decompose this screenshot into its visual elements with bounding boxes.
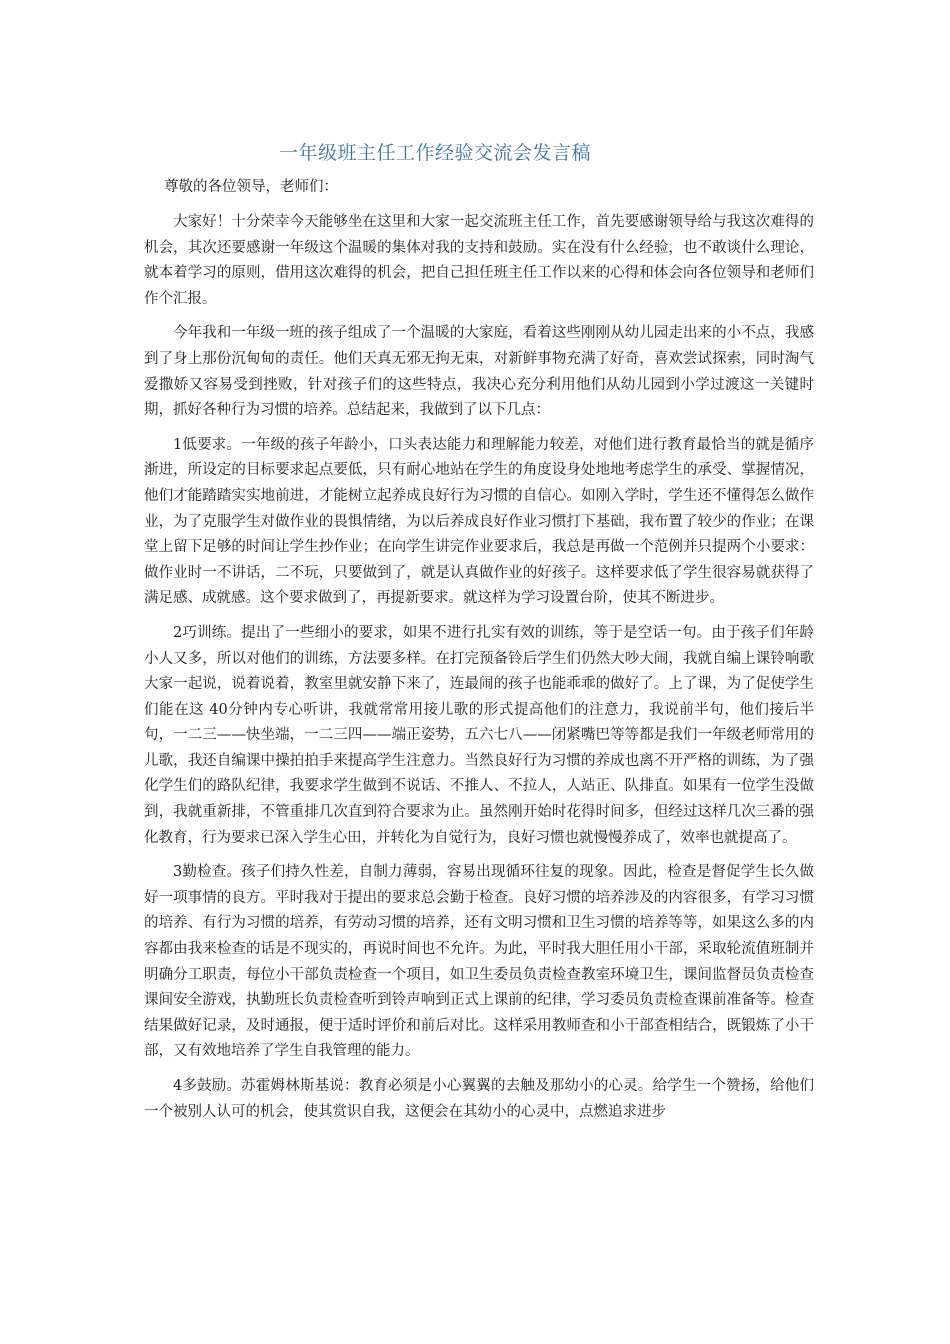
paragraph-clever-training: 2巧训练。提出了一些细小的要求，如果不进行扎实有效的训练，等于是空话一句。由于孩子们年龄小人又多，所以对他们的训练，方法要多样。在打完预备铃后学生们仍然大吵大闹，我就自编上课铃响歌大家一起说，说着说着，教室里就安静下来了，连最闹的孩子也能乖乖的做好了。上了课，为了促使学生们能在这 40分钟内专心听讲，我就常常用接儿歌的形式提高他们的注意力，我说前半句，他们接后半句，一二三——快坐端，一二三四——端正姿势，五六七八——闭紧嘴巴等等都是我们一年级老师常用的儿歌，我还自编课中操拍拍手来提高学生注意力。当然良好行为习惯的养成也离不开严格的训练，为了强化学生们的路队纪律，我要求学生做到不说话、不推人、不拉人，人站正、队排直。如果有一位学生没做到，我就重新排，不管重排几次直到符合要求为止。虽然刚开始时花得时间多，但经过这样几次三番的强化教育，行为要求已深入学生心田，并转化为自觉行为，良好习惯也就慢慢养成了，效率也就提高了。: [144, 624, 814, 846]
paragraph-low-requirements: 1低要求。一年级的孩子年龄小，口头表达能力和理解能力较差，对他们进行教育最恰当的就是循序渐进，所设定的目标要求起点要低，只有耐心地站在学生的角度设身处地地考虑学生的承受、掌握情况，他们才能踏踏实实地前进，才能树立起养成良好行为习惯的自信心。如刚入学时，学生还不懂得怎么做作业，为了克服学生对做作业的畏惧情绪，为以后养成良好作业习惯打下基础，我布置了较少的作业；在课堂上留下足够的时间让学生抄作业；在向学生讲完作业要求后，我总是再做一个范例并只提两个小要求：做作业时一不讲话，二不玩，只要做到了，就是认真做作业的好孩子。这样要求低了学生很容易就获得了满足感、成就感。这个要求做到了，再提新要求。就这样为学习设置台阶，使其不断进步。: [144, 436, 814, 607]
paragraph-intro: 大家好！十分荣幸今天能够坐在这里和大家一起交流班主任工作，首先要感谢领导给与我这次难得的机会，其次还要感谢一年级这个温暖的集体对我的支持和鼓励。实在没有什么经验，也不敢谈什么理论，就本着学习的原则，借用这次难得的机会，把自己担任班主任工作以来的心得和体会向各位领导和老师们作个汇报。: [144, 214, 814, 307]
document-body: [144, 174, 814, 1125]
paragraph-frequent-checks: 3勤检查。孩子们持久性差，自制力薄弱，容易出现循环往复的现象。因此，检查是督促学生长久做好一项事情的良方。平时我对于提出的要求总会勤于检查。良好习惯的培养涉及的内容很多，有学习习惯的培养、有行为习惯的培养，有劳动习惯的培养，还有文明习惯和卫生习惯的培养等等，如果这么多的内容都由我来检查的话是不现实的，再说时间也不允许。为此，平时我大胆任用小干部，采取轮流值班制并明确分工职责，每位小干部负责检查一个项目，如卫生委员负责检查教室环境卫生，课间监督员负责检查课间安全游戏，执勤班长负责检查听到铃声响到正式上课前的纪律，学习委员负责检查课前准备等。检查结果做好记录，及时通报，便于适时评价和前后对比。这样采用教师查和小干部查相结合，既锻炼了小干部，又有效地培养了学生自我管理的能力。: [144, 864, 814, 1060]
document-title: 一年级班主任工作经验交流会发言稿: [278, 142, 591, 164]
paragraph-encouragement: 4多鼓励。苏霍姆林斯基说：教育必须是小心翼翼的去触及那幼小的心灵。给学生一个赞扬，给他们一个被别人认可的机会，使其赏识自我，这便会在其幼小的心灵中，点燃追求进步: [144, 1078, 814, 1120]
paragraph-background: 今年我和一年级一班的孩子组成了一个温暖的大家庭，看着这些刚刚从幼儿园走出来的小不点，我感到了身上那份沉甸甸的责任。他们天真无邪无拘无束，对新鲜事物充满了好奇，喜欢尝试探索，同时淘气爱撒娇又容易受到挫败，针对孩子们的这些特点，我决心充分利用他们从幼儿园到小学过渡这一关键时期，抓好各种行为习惯的培养。总结起来，我做到了以下几点：: [144, 325, 814, 419]
salutation: 尊敬的各位领导，老师们：: [164, 179, 338, 195]
